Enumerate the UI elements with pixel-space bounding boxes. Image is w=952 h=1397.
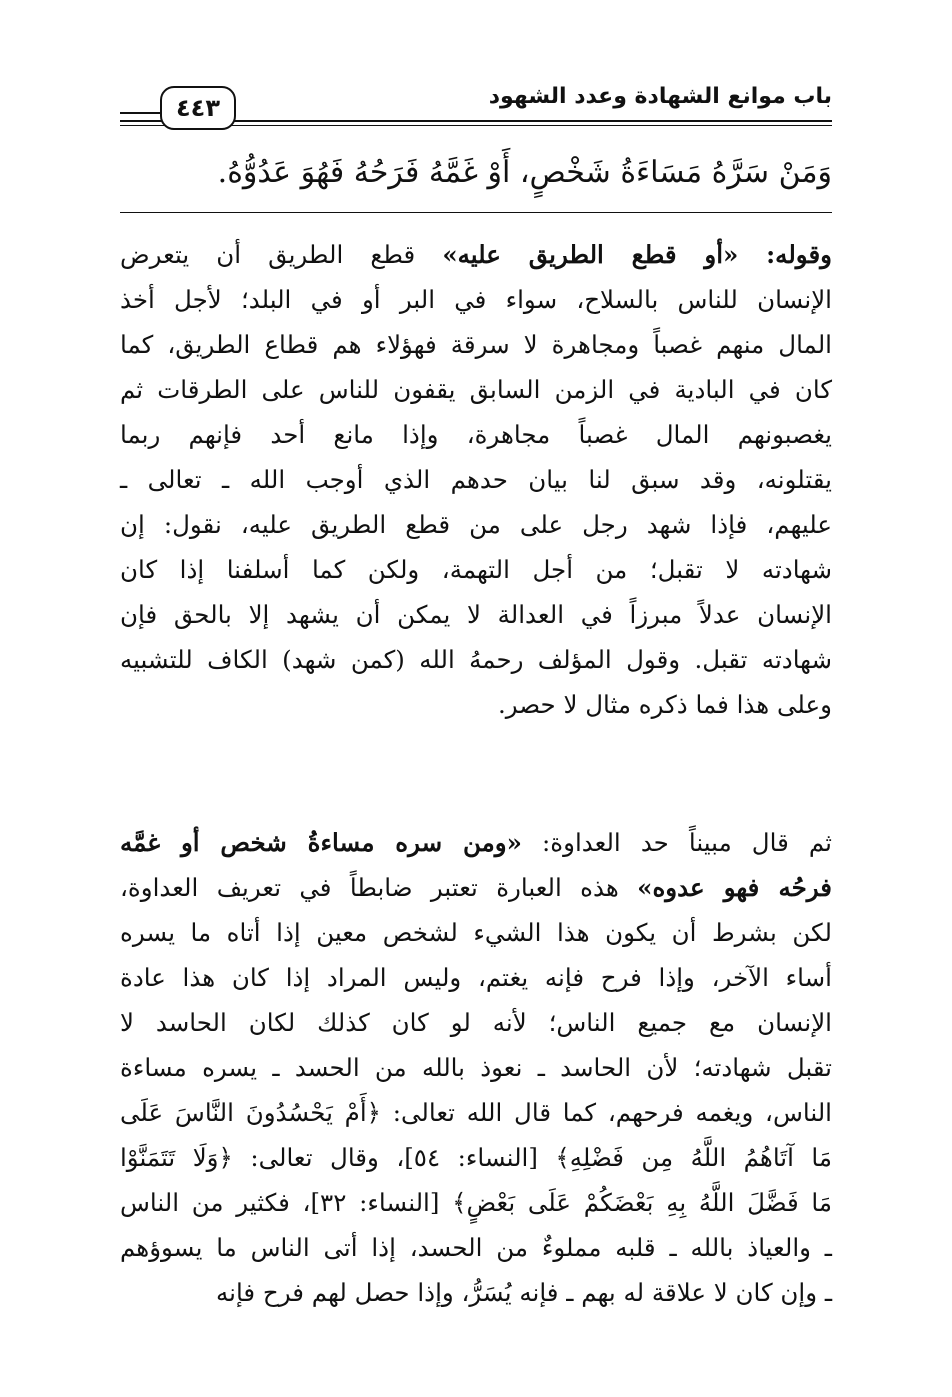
line-text: الإنسان مع جميع الناس؛ لأنه لو كان كذلك لكان الحاسد لا	[120, 1008, 832, 1037]
text-line	[120, 1000, 832, 1045]
line-text: الناس، ويغمه فرحهم، كما قال الله تعالى: ﴿أَمْ يَحْسُدُونَ النَّاسَ عَلَى	[120, 1098, 832, 1127]
matn-separator	[120, 212, 832, 213]
text-line	[120, 682, 832, 727]
text-line	[120, 1180, 832, 1225]
text-line	[120, 910, 832, 955]
bold-quote: وقوله: «أو قطع الطريق عليه»	[442, 240, 832, 269]
text-line	[120, 1090, 832, 1135]
line-text: وعلى هذا فما ذكره مثال لا حصر.	[497, 690, 832, 719]
text-line	[120, 547, 832, 592]
running-title: باب موانع الشهادة وعدد الشهود	[488, 84, 832, 109]
line-text: الإنسان عدلاً مبرزاً في العدالة لا يمكن أن يشهد إلا بالحق فإن	[120, 600, 832, 629]
text-line	[120, 1045, 832, 1090]
text-line	[120, 865, 832, 910]
text-line	[120, 1270, 832, 1315]
line-text: شهادته تقبل. وقول المؤلف رحمهُ الله (كمن شهد) الكاف للتشبيه	[120, 645, 832, 674]
text-line	[120, 412, 832, 457]
text-line	[120, 502, 832, 547]
text-line	[120, 1135, 832, 1180]
paragraph-1	[120, 232, 832, 727]
line-text: تقبل شهادته؛ لأن الحاسد ـ نعوذ بالله من الحسد ـ يسره مساءة	[120, 1053, 832, 1082]
text-line	[120, 592, 832, 637]
line-text: لكن بشرط أن يكون هذا الشيء لشخص معين إذا أتاه ما يسره	[120, 918, 832, 947]
text-line	[120, 820, 832, 865]
page-header	[120, 76, 832, 132]
line-text: مَا فَضَّلَ اللَّهُ بِهِ بَعْضَكُمْ عَلَى بَعْضٍ﴾ [النساء: ٣٢]، فكثير من الناس	[120, 1188, 832, 1217]
line-text: المال منهم غصباً ومجاهرة لا سرقة فهؤلاء هم قطاع الطريق، كما	[120, 330, 832, 359]
page-number: ٤٤٣	[160, 86, 236, 130]
line-text: الإنسان للناس بالسلاح، سواء في البر أو في البلد؛ لأجل أخذ	[120, 285, 832, 314]
text-line	[120, 457, 832, 502]
text-line	[120, 277, 832, 322]
line-text: ثم قال مبيناً حد العداوة:	[521, 828, 833, 857]
line-text: ـ وإن كان لا علاقة له بهم ـ فإنه يُسَرُّ، وإذا حصل لهم فرح فإنه	[216, 1278, 832, 1307]
matn-text: وَمَنْ سَرَّهُ مَسَاءَةُ شَخْصٍ، أَوْ غَمَّهُ فَرَحُهُ فَهُوَ عَدُوُّهُ.	[217, 155, 832, 190]
text-line	[120, 955, 832, 1000]
line-text: كان في البادية في الزمن السابق يقفون للناس على الطرقات ثم	[120, 375, 832, 404]
line-text: يغصبونهم المال غصباً مجاهرة، وإذا مانع أحد فإنهم ربما	[120, 420, 832, 449]
line-text: قطع الطريق أن يتعرض	[120, 240, 443, 269]
text-line	[120, 322, 832, 367]
paragraph-2	[120, 820, 832, 1315]
bold-quote: «ومن سره مساءةُ شخص أو غمَّه	[120, 828, 522, 857]
line-text: ـ والعياذ بالله ـ قلبه مملوءٌ من الحسد، إذا أتى الناس ما يسوؤهم	[120, 1233, 832, 1262]
line-text: مَا آتَاهُمُ اللَّهُ مِن فَضْلِهِ﴾ [النساء: ٥٤]، وقال تعالى: ﴿وَلَا تَتَمَنَّوْا	[120, 1143, 832, 1172]
line-text: هذه العبارة تعتبر ضابطاً في تعريف العداوة،	[120, 873, 638, 902]
text-line	[120, 232, 832, 277]
line-text: يقتلونه، وقد سبق لنا بيان حدهم الذي أوجب الله ـ تعالى ـ	[120, 465, 832, 494]
line-text: أساء الآخر، وإذا فرح فإنه يغتم، وليس المراد إذا كان هذا عادة	[120, 963, 832, 992]
line-text: شهادته لا تقبل؛ من أجل التهمة، ولكن كما أسلفنا إذا كان	[120, 555, 832, 584]
text-line	[120, 637, 832, 682]
text-line	[120, 367, 832, 412]
line-text: عليهم، فإذا شهد رجل على من قطع الطريق عليه، نقول: إن	[120, 510, 832, 539]
bold-quote: فرحُه فهو عدوه»	[637, 873, 832, 902]
text-line	[120, 1225, 832, 1270]
